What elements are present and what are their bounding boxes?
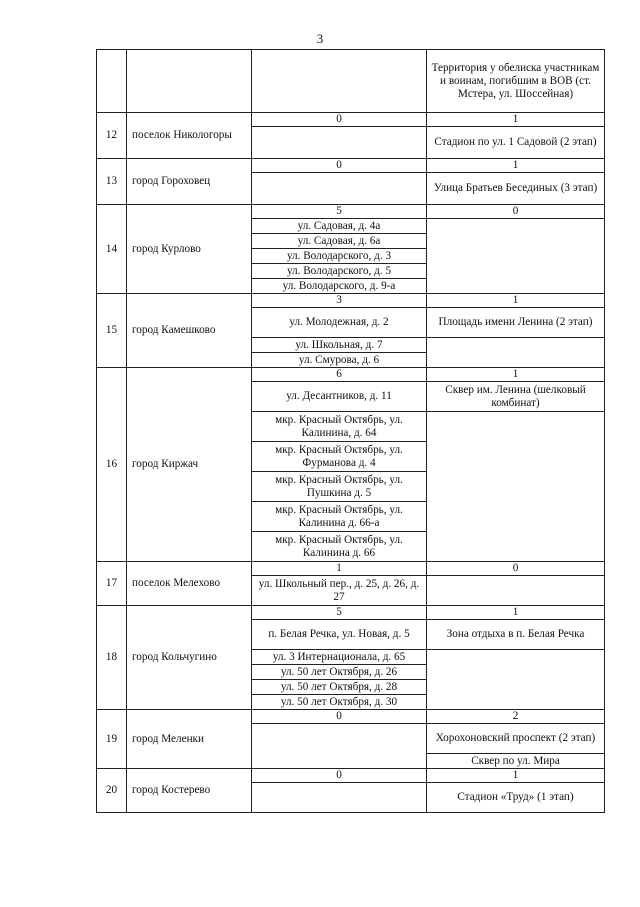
address-cell: п. Белая Речка, ул. Новая, д. 5 <box>252 620 427 650</box>
cell-address <box>252 50 427 113</box>
address-cell <box>252 127 427 159</box>
count-territory: 1 <box>427 113 605 127</box>
count-address: 6 <box>252 368 427 382</box>
count-territory: 0 <box>427 205 605 219</box>
row-city: город Гороховец <box>127 159 252 205</box>
address-cell: мкр. Красный Октябрь, ул. Калинина д. 66 <box>252 532 427 562</box>
row-city: город Киржач <box>127 368 252 562</box>
territory-cell: Улица Братьев Бесединых (3 этап) <box>427 173 605 205</box>
count-territory: 1 <box>427 769 605 783</box>
territory-cell <box>427 412 605 562</box>
row-city: город Курлово <box>127 205 252 294</box>
row-num: 13 <box>97 159 127 205</box>
row-city: поселок Никологоры <box>127 113 252 159</box>
row-num: 18 <box>97 606 127 710</box>
address-cell: ул. 50 лет Октября, д. 28 <box>252 680 427 695</box>
address-cell: мкр. Красный Октябрь, ул. Калинина, д. 64 <box>252 412 427 442</box>
territory-cell: Стадион по ул. 1 Садовой (2 этап) <box>427 127 605 159</box>
row-num: 19 <box>97 710 127 769</box>
territory-cell: Сквер по ул. Мира <box>427 754 605 769</box>
territory-cell: Сквер им. Ленина (шелковый комбинат) <box>427 382 605 412</box>
address-cell: ул. Школьный пер., д. 25, д. 26, д. 27 <box>252 576 427 606</box>
count-address: 5 <box>252 205 427 219</box>
address-cell: ул. 50 лет Октября, д. 26 <box>252 665 427 680</box>
row-num: 17 <box>97 562 127 606</box>
address-cell <box>252 724 427 769</box>
page-number: 3 <box>316 31 324 46</box>
address-cell: ул. Володарского, д. 5 <box>252 264 427 279</box>
address-cell: мкр. Красный Октябрь, ул. Фурманова д. 4 <box>252 442 427 472</box>
cell-city <box>127 50 252 113</box>
row-num: 15 <box>97 294 127 368</box>
count-address: 0 <box>252 710 427 724</box>
cell-num <box>97 50 127 113</box>
count-address: 0 <box>252 113 427 127</box>
row-city: город Кольчугино <box>127 606 252 710</box>
territory-cell: Стадион «Труд» (1 этап) <box>427 783 605 813</box>
row-city: поселок Мелехово <box>127 562 252 606</box>
territory-cell <box>427 219 605 294</box>
territory-cell: Хорохоновский проспект (2 этап) <box>427 724 605 754</box>
row-num: 20 <box>97 769 127 813</box>
count-address: 1 <box>252 562 427 576</box>
territory-cell <box>427 338 605 368</box>
row-city: город Меленки <box>127 710 252 769</box>
address-cell: мкр. Красный Октябрь, ул. Пушкина д. 5 <box>252 472 427 502</box>
count-address: 3 <box>252 294 427 308</box>
address-cell: ул. 50 лет Октября, д. 30 <box>252 695 427 710</box>
row-city: город Камешково <box>127 294 252 368</box>
row-city: город Костерево <box>127 769 252 813</box>
cell-territory: Территория у обелиска участникам и воинам, погибшим в ВОВ (ст. Мстера, ул. Шоссейная) <box>427 50 605 113</box>
address-cell: ул. Смурова, д. 6 <box>252 353 427 368</box>
address-cell: ул. Володарского, д. 9-а <box>252 279 427 294</box>
address-cell <box>252 783 427 813</box>
address-cell: ул. Школьная, д. 7 <box>252 338 427 353</box>
address-cell: ул. Садовая, д. 4а <box>252 219 427 234</box>
improvement-table <box>96 49 605 813</box>
address-cell: ул. Молодежная, д. 2 <box>252 308 427 338</box>
count-address: 0 <box>252 769 427 783</box>
count-territory: 1 <box>427 368 605 382</box>
count-territory: 1 <box>427 606 605 620</box>
address-cell: ул. Садовая, д. 6а <box>252 234 427 249</box>
count-territory: 1 <box>427 159 605 173</box>
count-address: 0 <box>252 159 427 173</box>
address-cell: ул. Десантников, д. 11 <box>252 382 427 412</box>
address-cell <box>252 173 427 205</box>
territory-cell: Площадь имени Ленина (2 этап) <box>427 308 605 338</box>
address-cell: ул. Володарского, д. 3 <box>252 249 427 264</box>
count-territory: 1 <box>427 294 605 308</box>
row-num: 16 <box>97 368 127 562</box>
row-num: 12 <box>97 113 127 159</box>
territory-cell <box>427 650 605 710</box>
address-cell: ул. 3 Интернационала, д. 65 <box>252 650 427 665</box>
territory-cell <box>427 576 605 606</box>
address-cell: мкр. Красный Октябрь, ул. Калинина д. 66-а <box>252 502 427 532</box>
row-num: 14 <box>97 205 127 294</box>
territory-cell: Зона отдыха в п. Белая Речка <box>427 620 605 650</box>
count-address: 5 <box>252 606 427 620</box>
count-territory: 2 <box>427 710 605 724</box>
count-territory: 0 <box>427 562 605 576</box>
